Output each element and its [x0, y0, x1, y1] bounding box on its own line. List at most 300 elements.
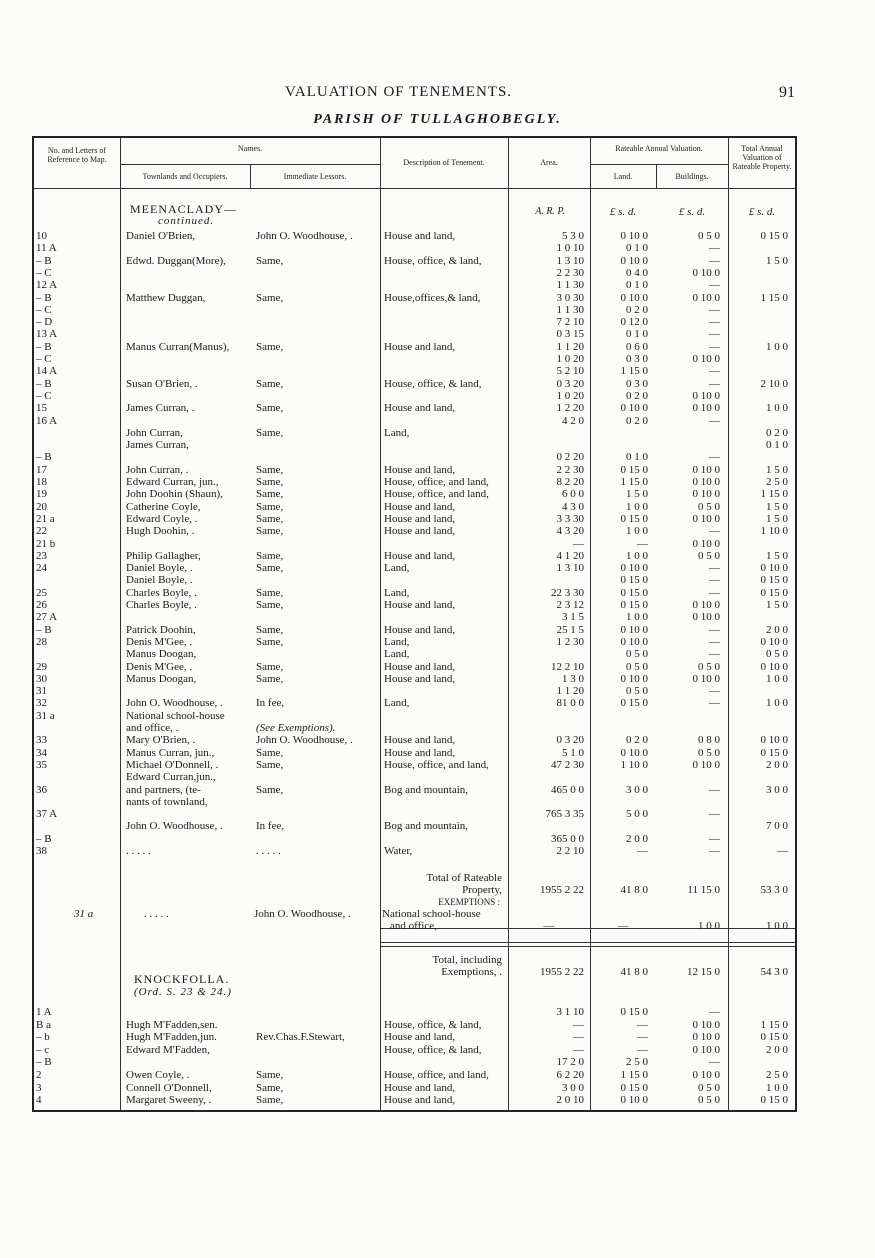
area-cell: 6 2 20 — [556, 1069, 584, 1081]
ref-cell: 19 — [36, 488, 47, 501]
occupier-cell: Edward Coyle, . — [126, 512, 198, 525]
area-cell: 25 1 5 — [556, 623, 584, 636]
lessor-cell: Same, — [256, 402, 284, 415]
land-cell: 0 10 0 — [620, 635, 648, 648]
ref-cell: 23 — [36, 549, 47, 562]
description-cell: Land, — [384, 426, 410, 439]
buildings-cell: — — [709, 574, 720, 587]
ref-cell: 18 — [36, 476, 47, 488]
lessor-cell: Same, — [256, 291, 284, 304]
ref-cell: 13 A — [36, 328, 58, 341]
area-cell: 1 3 0 — [562, 672, 584, 685]
total-cell: 0 10 0 — [760, 660, 788, 673]
lessor-cell: Same, — [256, 463, 284, 476]
total-rule — [380, 946, 795, 947]
buildings-cell: — — [709, 562, 720, 575]
occupier-cell: Susan O'Brien, . — [126, 377, 198, 390]
ref-cell: 36 — [36, 783, 47, 796]
ref-cell: 29 — [36, 660, 47, 673]
ref-cell: – c — [36, 1043, 50, 1056]
area-cell: — — [573, 537, 584, 550]
buildings-cell: 0 10 0 — [692, 353, 720, 365]
ref-cell: 28 — [36, 635, 47, 648]
area-cell: 0 3 15 — [556, 328, 584, 341]
land-cell: 1 15 0 — [620, 365, 648, 378]
description-cell: Land, — [384, 586, 410, 599]
col-head-ref: No. and Letters of Reference to Map. — [47, 146, 107, 164]
description-cell: House and land, — [384, 340, 456, 353]
buildings-cell: — — [709, 377, 720, 390]
lessor-cell: Same, — [256, 525, 284, 538]
ord-survey-label: (Ord. S. 23 & 24.) — [134, 986, 232, 998]
buildings-cell: 0 10 0 — [692, 599, 720, 611]
occupier-cell: Edward Curran, jun., — [126, 476, 219, 488]
incl-label-2: Exemptions, . — [441, 966, 502, 978]
total-cell: 0 10 0 — [760, 635, 788, 648]
area-cell: 2 3 12 — [556, 599, 584, 611]
occupier-cell: Edwd. Duggan(More), — [126, 254, 226, 267]
description-cell: House, office, and land, — [384, 476, 489, 488]
description-cell: House, office, & land, — [384, 1018, 482, 1031]
buildings-cell: — — [709, 414, 720, 427]
lessor-cell: Same, — [256, 476, 284, 488]
occupier-cell: and partners, (te- — [126, 783, 201, 796]
occupier-cell: Patrick Doohin, — [126, 623, 196, 636]
occupier-cell: John Doohin (Shaun), — [126, 488, 223, 501]
occupier-cell: Connell O'Donnell, — [126, 1081, 212, 1094]
area-cell: 2 2 30 — [556, 463, 584, 476]
land-cell: 2 5 0 — [626, 1056, 648, 1069]
bld-units: £ s. d. — [678, 206, 706, 218]
buildings-cell: 0 10 0 — [692, 476, 720, 488]
occupier-cell: Matthew Duggan, — [126, 291, 206, 304]
lessor-cell: (See Exemptions). — [256, 722, 336, 734]
area-cell: 1 3 10 — [556, 562, 584, 575]
lessor-cell: Same, — [256, 562, 284, 575]
total-cell: 2 5 0 — [766, 476, 788, 488]
col-head-desc: Description of Tenement. — [403, 158, 485, 167]
area-units: A. R. P. — [535, 206, 565, 217]
buildings-cell: — — [709, 1056, 720, 1069]
area-cell: 765 3 35 — [545, 808, 584, 821]
occupier-cell: Daniel O'Brien, — [126, 230, 196, 242]
ex-bld: 1 0 0 — [698, 920, 720, 932]
occupier-cell: Catherine Coyle, — [126, 500, 201, 513]
buildings-cell: 0 5 0 — [698, 660, 720, 673]
land-cell: 0 1 0 — [626, 451, 648, 464]
buildings-cell: 0 8 0 — [698, 734, 720, 747]
page-number: 91 — [779, 84, 795, 101]
total-units: £ s. d. — [748, 206, 776, 218]
total-cell: 1 0 0 — [766, 402, 788, 415]
area-cell: 2 2 30 — [556, 266, 584, 279]
area-cell: 1 1 20 — [556, 340, 584, 353]
lessor-cell: Same, — [256, 549, 284, 562]
area-cell: 5 3 0 — [562, 230, 584, 242]
ref-cell: 30 — [36, 672, 47, 685]
buildings-cell: — — [709, 808, 720, 821]
buildings-cell: 0 10 0 — [692, 672, 720, 685]
description-cell: Bog and mountain, — [384, 783, 469, 796]
occupier-cell: Hugh M'Fadden,jun. — [126, 1031, 217, 1044]
land-cell: 0 5 0 — [626, 660, 648, 673]
buildings-cell: — — [709, 316, 720, 329]
total-cell: 2 0 0 — [766, 1043, 788, 1056]
area-cell: — — [573, 1043, 584, 1056]
buildings-cell: 0 5 0 — [698, 230, 720, 242]
ref-cell: 22 — [36, 525, 47, 538]
lessor-cell: Same, — [256, 340, 284, 353]
area-cell: 3 1 5 — [562, 611, 584, 624]
occupier-cell: Manus Curran(Manus), — [126, 340, 230, 353]
area-cell: 4 3 0 — [562, 500, 584, 513]
description-cell: House and land, — [384, 1031, 456, 1044]
land-cell: 0 2 0 — [626, 389, 648, 402]
occupier-cell: National school-house — [126, 709, 225, 722]
ref-cell: 1 A — [36, 1006, 52, 1018]
occupier-cell: . . . . . — [126, 845, 151, 857]
total-cell: 0 15 0 — [760, 1094, 788, 1107]
description-cell: House and land, — [384, 623, 456, 636]
ref-cell: – b — [36, 1031, 50, 1044]
occupier-cell: Charles Boyle, . — [126, 599, 197, 611]
continued-label: continued. — [158, 215, 215, 227]
ref-cell: 12 A — [36, 279, 58, 292]
area-cell: 3 0 30 — [556, 291, 584, 304]
description-cell: House and land, — [384, 734, 456, 747]
total-rule — [380, 942, 795, 943]
land-cell: 2 0 0 — [626, 832, 648, 845]
land-cell: 0 15 0 — [620, 463, 648, 476]
buildings-cell: — — [709, 340, 720, 353]
area-cell: 1 3 10 — [556, 254, 584, 267]
area-cell: 1 2 20 — [556, 402, 584, 415]
buildings-cell: — — [709, 254, 720, 267]
lessor-cell: Same, — [256, 1094, 284, 1107]
ex-area: — — [543, 920, 555, 932]
land-cell: 0 10 0 — [620, 562, 648, 575]
total-cell: — — [777, 845, 788, 857]
incl-bld: 12 15 0 — [687, 966, 720, 978]
area-cell: 12 2 10 — [551, 660, 584, 673]
buildings-cell: 0 10 0 — [692, 1031, 720, 1044]
buildings-cell: 0 10 0 — [692, 1018, 720, 1031]
area-cell: 6 0 0 — [562, 488, 584, 501]
ref-cell: 17 — [36, 463, 47, 476]
description-cell: Water, — [384, 845, 413, 857]
buildings-cell: 0 10 0 — [692, 1043, 720, 1056]
total-cell: 1 15 0 — [760, 488, 788, 501]
total-cell: 0 10 0 — [760, 562, 788, 575]
buildings-cell: 0 10 0 — [692, 291, 720, 304]
land-cell: 0 3 0 — [626, 353, 648, 365]
ex-desc-2: and office, — [390, 920, 437, 932]
land-cell: 0 10 0 — [620, 291, 648, 304]
lessor-cell: John O. Woodhouse, . — [256, 734, 353, 747]
ref-cell: 32 — [36, 697, 47, 710]
buildings-cell: — — [709, 242, 720, 255]
buildings-cell: 0 10 0 — [692, 266, 720, 279]
area-cell: 5 2 10 — [556, 365, 584, 378]
total-cell: 0 5 0 — [766, 648, 788, 661]
land-cell: 0 5 0 — [626, 648, 648, 661]
description-cell: Land, — [384, 562, 410, 575]
description-cell: House and land, — [384, 660, 456, 673]
total-total: 53 3 0 — [760, 884, 788, 896]
total-cell: 1 5 0 — [766, 512, 788, 525]
occupier-cell: Manus Doogan, — [126, 648, 197, 661]
townland-knockfolla: KNOCKFOLLA. — [134, 972, 230, 986]
buildings-cell: 0 10 0 — [692, 389, 720, 402]
lessor-cell: Same, — [256, 586, 284, 599]
description-cell: House and land, — [384, 402, 456, 415]
occupier-cell: John O. Woodhouse, . — [126, 820, 223, 833]
land-cell: — — [637, 537, 648, 550]
ref-cell: 14 A — [36, 365, 58, 378]
townland-meenaclady: MEENACLADY— — [130, 202, 237, 216]
occupier-cell: Denis M'Gee, . — [126, 660, 193, 673]
buildings-cell: 0 10 0 — [692, 1069, 720, 1081]
total-cell: 2 0 0 — [766, 758, 788, 771]
area-cell: 1 1 30 — [556, 279, 584, 292]
total-cell: 1 0 0 — [766, 340, 788, 353]
buildings-cell: — — [709, 303, 720, 316]
buildings-cell: 0 5 0 — [698, 549, 720, 562]
description-cell: House,offices,& land, — [384, 291, 481, 304]
ref-cell: – C — [36, 266, 52, 279]
ref-cell: 31 — [36, 685, 47, 698]
buildings-cell: — — [709, 623, 720, 636]
buildings-cell: — — [709, 525, 720, 538]
occupier-cell: John O. Woodhouse, . — [126, 697, 223, 710]
area-cell: 5 1 0 — [562, 746, 584, 759]
buildings-cell: 0 5 0 — [698, 500, 720, 513]
total-cell: 2 10 0 — [760, 377, 788, 390]
total-bld: 11 15 0 — [687, 884, 720, 896]
description-cell: Land, — [384, 648, 410, 661]
land-cell: 1 15 0 — [620, 1069, 648, 1081]
description-cell: Bog and mountain, — [384, 820, 469, 833]
total-land: 41 8 0 — [620, 884, 648, 896]
incl-land: 41 8 0 — [620, 966, 648, 978]
ref-cell: 31 a — [36, 709, 55, 722]
ref-cell: 27 A — [36, 611, 58, 624]
area-cell: 7 2 10 — [556, 316, 584, 329]
ref-cell: 3 — [36, 1081, 42, 1094]
ref-cell: 34 — [36, 746, 47, 759]
total-cell: 2 5 0 — [766, 1069, 788, 1081]
land-cell: 0 10 0 — [620, 254, 648, 267]
total-cell: 1 15 0 — [760, 1018, 788, 1031]
area-cell: 2 0 10 — [556, 1094, 584, 1107]
area-cell: 22 3 30 — [551, 586, 584, 599]
area-cell: 17 2 0 — [556, 1056, 584, 1069]
buildings-cell: — — [709, 832, 720, 845]
description-cell: House and land, — [384, 525, 456, 538]
lessor-cell: Same, — [256, 377, 284, 390]
incl-label: Total, including — [432, 954, 502, 966]
lessor-cell: John O. Woodhouse, . — [256, 230, 353, 242]
buildings-cell: 0 10 0 — [692, 758, 720, 771]
ex-total: 1 0 0 — [766, 920, 788, 932]
land-cell: 0 1 0 — [626, 328, 648, 341]
ref-cell: 25 — [36, 586, 47, 599]
buildings-cell: 0 10 0 — [692, 512, 720, 525]
area-cell: — — [573, 1018, 584, 1031]
land-cell: 0 15 0 — [620, 1006, 648, 1018]
ref-cell: – B — [36, 832, 52, 845]
total-cell: 1 0 0 — [766, 697, 788, 710]
buildings-cell: — — [709, 685, 720, 698]
col-rule — [120, 138, 121, 1110]
land-cell: 5 0 0 — [626, 808, 648, 821]
total-cell: 1 5 0 — [766, 463, 788, 476]
lessor-cell: Same, — [256, 426, 284, 439]
land-cell: 0 15 0 — [620, 574, 648, 587]
area-cell: 0 3 20 — [556, 377, 584, 390]
total-cell: 0 15 0 — [760, 586, 788, 599]
buildings-cell: — — [709, 328, 720, 341]
land-cell: 0 10 0 — [620, 230, 648, 242]
land-cell: 1 0 0 — [626, 611, 648, 624]
land-cell: 0 10 0 — [620, 623, 648, 636]
ref-cell: 15 — [36, 402, 47, 415]
description-cell: House and land, — [384, 672, 456, 685]
occupier-cell: James Curran, . — [126, 402, 195, 415]
area-cell: 4 1 20 — [556, 549, 584, 562]
area-cell: 365 0 0 — [551, 832, 584, 845]
description-cell: House, office, & land, — [384, 254, 482, 267]
buildings-cell: 0 5 0 — [698, 1081, 720, 1094]
exemptions-label: EXEMPTIONS : — [438, 897, 500, 907]
total-cell: 1 5 0 — [766, 254, 788, 267]
col-head-rateable: Rateable Annual Valuation. — [615, 144, 703, 153]
land-cell: — — [637, 1043, 648, 1056]
buildings-cell: 0 10 0 — [692, 488, 720, 501]
occupier-cell: Manus Doogan, — [126, 672, 197, 685]
area-cell: 4 2 0 — [562, 414, 584, 427]
ex-lessor: John O. Woodhouse, . — [254, 908, 351, 920]
lessor-cell: Same, — [256, 254, 284, 267]
occupier-cell: Edward Curran,jun., — [126, 771, 216, 784]
ref-cell: 20 — [36, 500, 47, 513]
total-cell: 1 5 0 — [766, 599, 788, 611]
occupier-cell: John Curran, — [126, 426, 183, 439]
land-cell: 1 10 0 — [620, 758, 648, 771]
ref-cell: 10 — [36, 230, 47, 242]
ref-cell: 2 — [36, 1069, 42, 1081]
ref-cell: – B — [36, 291, 52, 304]
lessor-cell: Same, — [256, 758, 284, 771]
description-cell: House and land, — [384, 549, 456, 562]
occupier-cell: Manus Curran, jun., — [126, 746, 215, 759]
ref-cell: 11 A — [36, 242, 57, 255]
total-label-2: Property, — [462, 884, 502, 896]
lessor-cell: Same, — [256, 500, 284, 513]
total-cell: 3 0 0 — [766, 783, 788, 796]
ref-cell: – B — [36, 623, 52, 636]
buildings-cell: 0 10 0 — [692, 611, 720, 624]
land-units: £ s. d. — [609, 206, 637, 218]
lessor-cell: Same, — [256, 512, 284, 525]
land-cell: 0 2 0 — [626, 303, 648, 316]
ref-cell: 24 — [36, 562, 47, 575]
header-rule — [120, 164, 380, 165]
lessor-cell: Same, — [256, 635, 284, 648]
buildings-cell: 0 10 0 — [692, 402, 720, 415]
incl-area: 1955 2 22 — [540, 966, 584, 978]
occupier-cell: and office, . — [126, 722, 179, 734]
total-cell: 7 0 0 — [766, 820, 788, 833]
lessor-cell: Same, — [256, 623, 284, 636]
header-rule — [590, 164, 728, 165]
ref-cell: 37 A — [36, 808, 58, 821]
land-cell: — — [637, 1018, 648, 1031]
land-cell: 0 2 0 — [626, 734, 648, 747]
land-cell: 0 3 0 — [626, 377, 648, 390]
land-cell: 0 15 0 — [620, 586, 648, 599]
description-cell: House and land, — [384, 1094, 456, 1107]
col-head-land: Land. — [613, 172, 633, 181]
ref-cell: – C — [36, 303, 52, 316]
description-cell: House, office, & land, — [384, 377, 482, 390]
lessor-cell: In fee, — [256, 697, 285, 710]
ref-cell: 26 — [36, 599, 47, 611]
occupier-cell: Philip Gallagher, — [126, 549, 201, 562]
area-cell: 1 0 20 — [556, 389, 584, 402]
col-head-total: Total Annual Valuation of Rateable Property. — [732, 144, 792, 171]
buildings-cell: — — [709, 451, 720, 464]
occupier-cell: Mary O'Brien, . — [126, 734, 196, 747]
occupier-cell: Charles Boyle, . — [126, 586, 197, 599]
lessor-cell: . . . . . — [256, 845, 281, 857]
description-cell: House and land, — [384, 1081, 456, 1094]
total-cell: 0 15 0 — [760, 1031, 788, 1044]
land-cell: 1 5 0 — [626, 488, 648, 501]
land-cell: 0 2 0 — [626, 414, 648, 427]
ref-cell: 33 — [36, 734, 47, 747]
occupier-cell: Daniel Boyle, . — [126, 562, 193, 575]
total-cell: 0 1 0 — [766, 439, 788, 452]
total-cell: 0 15 0 — [760, 230, 788, 242]
area-cell: 3 1 10 — [556, 1006, 584, 1018]
buildings-cell: — — [709, 586, 720, 599]
description-cell: House and land, — [384, 599, 456, 611]
total-cell: 0 10 0 — [760, 734, 788, 747]
description-cell: House and land, — [384, 512, 456, 525]
description-cell: House, office, and land, — [384, 1069, 489, 1081]
area-cell: 47 2 30 — [551, 758, 584, 771]
buildings-cell: — — [709, 1006, 720, 1018]
land-cell: 0 10 0 — [620, 672, 648, 685]
total-cell: 0 15 0 — [760, 746, 788, 759]
buildings-cell: 0 5 0 — [698, 746, 720, 759]
land-cell: 0 1 0 — [626, 279, 648, 292]
ref-cell: – B — [36, 451, 52, 464]
page-header — [0, 84, 875, 108]
occupier-cell: Daniel Boyle, . — [126, 574, 193, 587]
ex-dots: . . . . . — [144, 908, 169, 920]
occupier-cell: Margaret Sweeny, . — [126, 1094, 212, 1107]
description-cell: House and land, — [384, 463, 456, 476]
area-cell: 3 0 0 — [562, 1081, 584, 1094]
ref-cell: – B — [36, 377, 52, 390]
land-cell: 0 1 0 — [626, 242, 648, 255]
occupier-cell: nants of townland, — [126, 795, 208, 808]
land-cell: 0 12 0 — [620, 316, 648, 329]
parish-title: PARISH OF TULLAGHOBEGLY. — [313, 112, 562, 127]
land-cell: — — [637, 845, 648, 857]
